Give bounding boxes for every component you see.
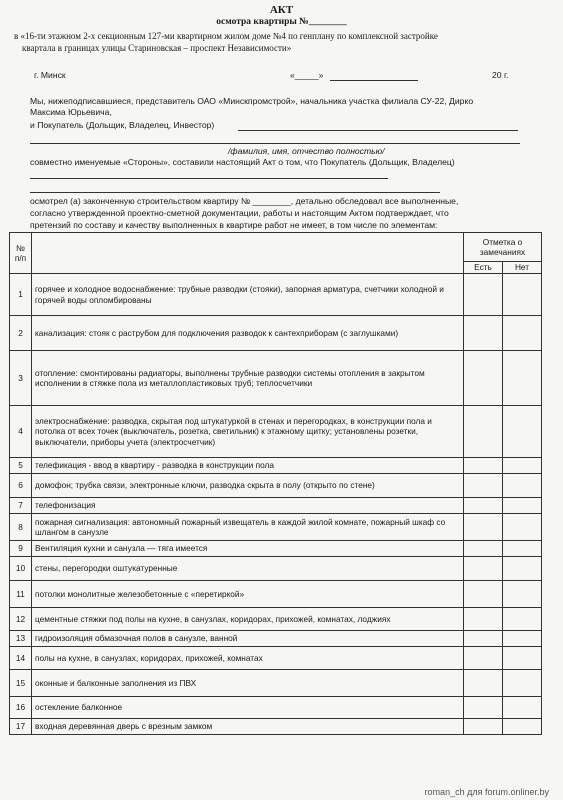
row-number: 11 bbox=[10, 581, 32, 608]
row-number: 10 bbox=[10, 557, 32, 581]
row-text: канализация: стояк с раструбом для подключения разводок к сантехприборам (с заглушками) bbox=[32, 316, 464, 351]
buyer-name-line-2 bbox=[30, 143, 520, 144]
row-number: 4 bbox=[10, 406, 32, 458]
row-yes-cell[interactable] bbox=[464, 697, 503, 719]
date-year: 20 г. bbox=[492, 70, 509, 80]
row-no-cell[interactable] bbox=[503, 406, 542, 458]
row-yes-cell[interactable] bbox=[464, 406, 503, 458]
date-month-line bbox=[330, 80, 418, 81]
table-row bbox=[10, 406, 542, 458]
watermark: roman_ch для forum.onliner.by bbox=[424, 787, 549, 797]
row-number: 17 bbox=[10, 719, 32, 735]
city: г. Минск bbox=[34, 70, 66, 80]
table-row bbox=[10, 557, 542, 581]
col-header-no: Нет bbox=[503, 262, 542, 274]
row-number: 7 bbox=[10, 498, 32, 514]
table-row bbox=[10, 316, 542, 351]
row-no-cell[interactable] bbox=[503, 351, 542, 406]
row-text: телефикация - ввод в квартиру - разводка в конструкции пола bbox=[32, 458, 464, 474]
row-no-cell[interactable] bbox=[503, 631, 542, 647]
row-text: полы на кухне, в санузлах, коридорах, прихожей, комнатах bbox=[32, 647, 464, 670]
row-text: домофон; трубка связи, электронные ключи, разводка скрыта в полу (открыто по стене) bbox=[32, 474, 464, 498]
intro-line-2: Максима Юрьевича, bbox=[30, 107, 112, 117]
table-row bbox=[10, 274, 542, 316]
table-row bbox=[10, 631, 542, 647]
col-header-text bbox=[32, 233, 464, 274]
row-text: оконные и балконные заполнения из ПВХ bbox=[32, 670, 464, 697]
elements-table bbox=[9, 232, 542, 735]
row-number: 9 bbox=[10, 541, 32, 557]
row-number: 14 bbox=[10, 647, 32, 670]
row-number: 1 bbox=[10, 274, 32, 316]
row-number: 13 bbox=[10, 631, 32, 647]
row-number: 3 bbox=[10, 351, 32, 406]
row-yes-cell[interactable] bbox=[464, 631, 503, 647]
row-number: 15 bbox=[10, 670, 32, 697]
row-yes-cell[interactable] bbox=[464, 316, 503, 351]
col-header-remarks: Отметка о замечаниях bbox=[464, 233, 542, 262]
buyer-name-line bbox=[238, 130, 518, 131]
row-no-cell[interactable] bbox=[503, 474, 542, 498]
row-yes-cell[interactable] bbox=[464, 458, 503, 474]
row-no-cell[interactable] bbox=[503, 316, 542, 351]
table-row bbox=[10, 608, 542, 631]
row-number: 6 bbox=[10, 474, 32, 498]
row-text: горячее и холодное водоснабжение: трубные разводки (стояки), запорная арматура, счетчики холодной и горячей воды опломбированы bbox=[32, 274, 464, 316]
row-yes-cell[interactable] bbox=[464, 498, 503, 514]
intro-line-4: совместно именуемые «Стороны», составили настоящий Акт о том, что Покупатель (Дольщик, Владелец) bbox=[30, 157, 455, 167]
row-yes-cell[interactable] bbox=[464, 719, 503, 735]
row-no-cell[interactable] bbox=[503, 719, 542, 735]
row-number: 5 bbox=[10, 458, 32, 474]
row-no-cell[interactable] bbox=[503, 608, 542, 631]
intro-line-7: претензий по составу и качеству выполненных в квартире работ не имеет, в том числе по элементам: bbox=[30, 220, 438, 230]
row-no-cell[interactable] bbox=[503, 670, 542, 697]
row-no-cell[interactable] bbox=[503, 514, 542, 541]
row-yes-cell[interactable] bbox=[464, 670, 503, 697]
row-no-cell[interactable] bbox=[503, 647, 542, 670]
row-text: отопление: смонтированы радиаторы, выполнены трубные разводки системы отопления в закрытом исполнении в стяжке пола из металлопластиковых труб; теплосчетчики bbox=[32, 351, 464, 406]
row-yes-cell[interactable] bbox=[464, 557, 503, 581]
row-text: гидроизоляция обмазочная полов в санузле, ванной bbox=[32, 631, 464, 647]
row-yes-cell[interactable] bbox=[464, 541, 503, 557]
row-no-cell[interactable] bbox=[503, 274, 542, 316]
table-row bbox=[10, 541, 542, 557]
row-text: стены, перегородки оштукатуренные bbox=[32, 557, 464, 581]
intro-line-3: и Покупатель (Дольщик, Владелец, Инвестор) bbox=[30, 120, 215, 130]
row-no-cell[interactable] bbox=[503, 458, 542, 474]
table-row bbox=[10, 514, 542, 541]
row-text: остекление балконное bbox=[32, 697, 464, 719]
row-no-cell[interactable] bbox=[503, 557, 542, 581]
row-number: 8 bbox=[10, 514, 32, 541]
table-row bbox=[10, 670, 542, 697]
table-row bbox=[10, 458, 542, 474]
table-row bbox=[10, 351, 542, 406]
document-subtitle: осмотра квартиры №________ bbox=[216, 17, 347, 27]
location-line-2: квартала в границах улицы Стариновская – проспект Независимости» bbox=[22, 43, 292, 53]
table-row bbox=[10, 719, 542, 735]
row-text: пожарная сигнализация: автономный пожарный извещатель в каждой жилой комнате, пожарный шкаф со шлангом в санузле bbox=[32, 514, 464, 541]
col-header-yes: Есть bbox=[464, 262, 503, 274]
location-line-1: в «16-ти этажном 2-х секционным 127-ми квартирном жилом доме №4 по генплану по комплексной застройке bbox=[14, 31, 438, 41]
row-yes-cell[interactable] bbox=[464, 647, 503, 670]
row-number: 2 bbox=[10, 316, 32, 351]
table-row bbox=[10, 498, 542, 514]
col-header-num: № п/п bbox=[10, 233, 32, 274]
date-day: «_____» bbox=[290, 70, 324, 80]
row-yes-cell[interactable] bbox=[464, 351, 503, 406]
row-yes-cell[interactable] bbox=[464, 514, 503, 541]
row-text: электроснабжение: разводка, скрытая под штукатуркой в стенах и перегородках, в конструкции пола и потолка от всех точек (выключатель, розетка, светильник) к этажному щитку; установлены розетки, выключатели, приборы учета (электросчетчик) bbox=[32, 406, 464, 458]
intro-line-5: осмотрел (а) законченную строительством квартиру № ________, детально обследовал все выполненные, bbox=[30, 196, 459, 206]
table-row bbox=[10, 474, 542, 498]
row-yes-cell[interactable] bbox=[464, 474, 503, 498]
row-text: потолки монолитные железобетонные с «перетиркой» bbox=[32, 581, 464, 608]
row-yes-cell[interactable] bbox=[464, 274, 503, 316]
row-number: 16 bbox=[10, 697, 32, 719]
document-title: АКТ bbox=[269, 4, 294, 16]
row-yes-cell[interactable] bbox=[464, 581, 503, 608]
intro-line-6: согласно утвержденной проектно-сметной документации, работы и настоящим Актом подтверждает, что bbox=[30, 208, 449, 218]
blank-line-1 bbox=[30, 178, 388, 179]
row-yes-cell[interactable] bbox=[464, 608, 503, 631]
row-number: 12 bbox=[10, 608, 32, 631]
row-text: цементные стяжки под полы на кухне, в санузлах, коридорах, прихожей, комнатах, лоджиях bbox=[32, 608, 464, 631]
row-no-cell[interactable] bbox=[503, 541, 542, 557]
table-row bbox=[10, 581, 542, 608]
table-row bbox=[10, 647, 542, 670]
blank-line-2 bbox=[30, 192, 440, 193]
row-no-cell[interactable] bbox=[503, 498, 542, 514]
table-row bbox=[10, 697, 542, 719]
row-text: Вентиляция кухни и санузла — тяга имеется bbox=[32, 541, 464, 557]
intro-line-1: Мы, нижеподписавшиеся, представитель ОАО «Минскпромстрой», начальника участка филиала СУ-22, Дирко bbox=[30, 96, 474, 106]
row-text: телефонизация bbox=[32, 498, 464, 514]
row-no-cell[interactable] bbox=[503, 581, 542, 608]
name-caption: /фамилия, имя, отчество полностью/ bbox=[228, 146, 385, 156]
row-no-cell[interactable] bbox=[503, 697, 542, 719]
row-text: входная деревянная дверь с врезным замком bbox=[32, 719, 464, 735]
